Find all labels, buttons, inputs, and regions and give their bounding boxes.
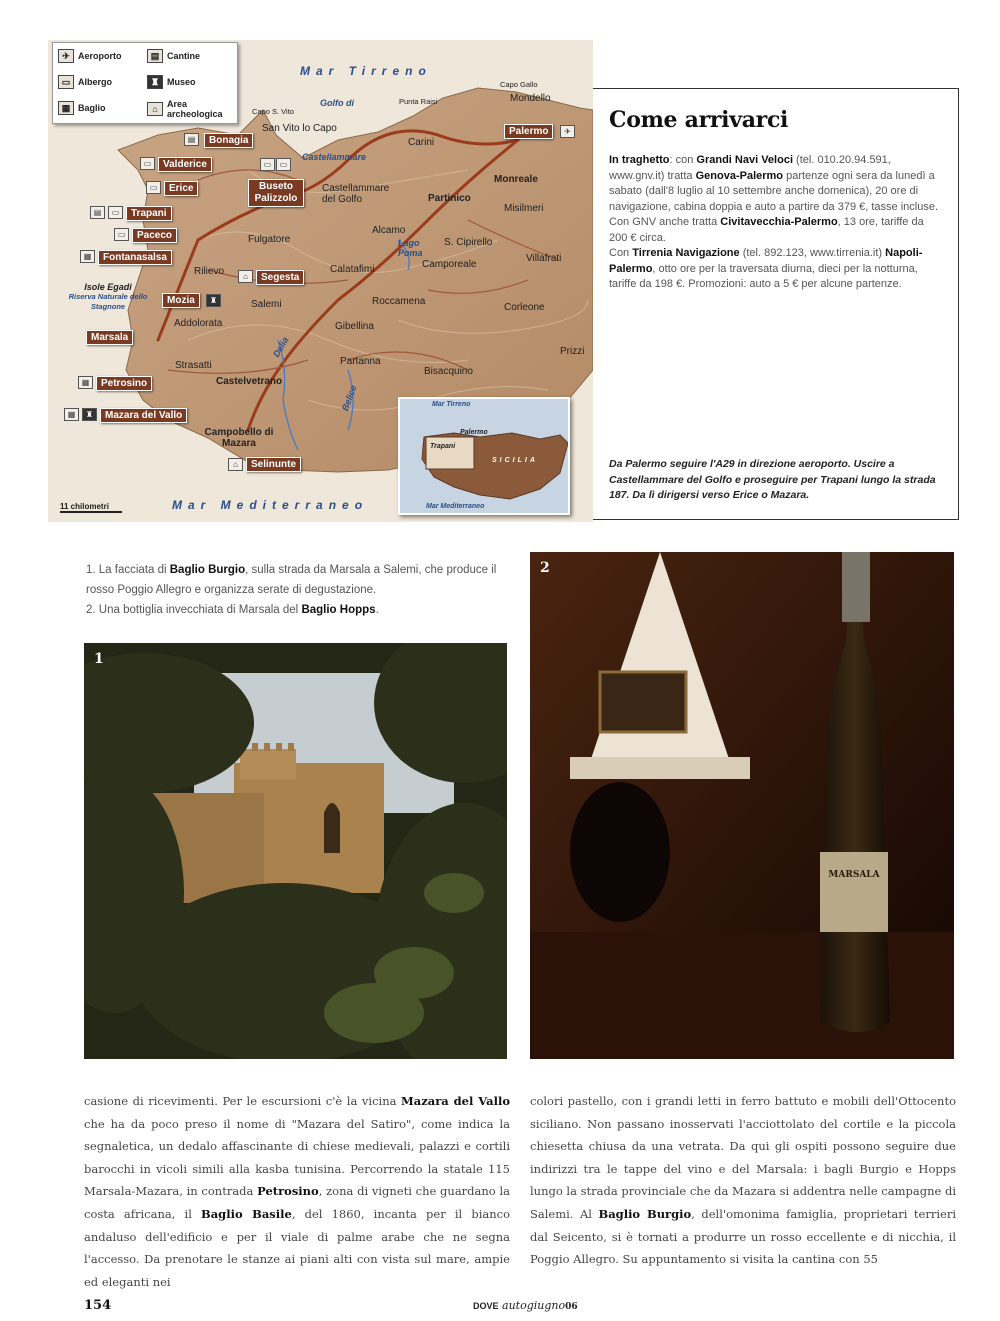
magazine-year: 06: [565, 1302, 578, 1312]
text-span: , zona di vigneti che guardano la costa africana, il: [84, 1184, 510, 1221]
inset-map-shape: [400, 399, 570, 515]
bed-icon: ▭: [146, 181, 161, 194]
legend-item-baglio: [58, 101, 106, 115]
text-span: Con: [609, 247, 633, 259]
body-bold-burgio: Baglio Burgio: [598, 1206, 692, 1221]
egadi-name: Isole Egadi: [84, 282, 132, 292]
legend-item-aeroporto: [58, 49, 122, 63]
text-span: , del 1860, incanta per il bianco andaluso dell'edificio e per il viale di palme arabe che ne segna l'accesso. Da prenotare le stanze ai piani alti con vista sul mare, ampie ed eleganti nei: [84, 1206, 511, 1289]
caption-bold: Baglio Hopps: [301, 604, 376, 616]
town-corleone: Corleone: [504, 302, 545, 313]
text-span: , dell'omonima famiglia, proprietari terrieri dal Seicento, si è tornati a produrre un rosso eccellente e di nicchia, il Poggio Allegro. Su appuntamento si visita la cantina con 55: [530, 1206, 957, 1267]
bed-icon: ▭: [140, 157, 155, 170]
baglio-icon: ▦: [58, 101, 74, 115]
text-span: 1. La facciata di: [86, 564, 170, 576]
town-monreale: Monreale: [494, 174, 538, 185]
map-tag-valderice: Valderice: [158, 157, 212, 172]
town-s-cipirello: S. Cipirello: [444, 237, 493, 248]
temple-icon: ⌂: [238, 270, 253, 283]
legend-label: Cantine: [167, 51, 201, 61]
town-capo-gallo: Capo Gallo: [500, 80, 538, 89]
body-column-right: [530, 1090, 956, 1271]
how-to-get-there-box: [593, 88, 959, 520]
town-camporeale: Camporeale: [422, 259, 477, 270]
museum-icon: ♜: [206, 294, 221, 307]
wine-icon: ▤: [90, 206, 105, 219]
town-bisacquino: Bisacquino: [424, 366, 473, 377]
town-alcamo: Alcamo: [372, 225, 406, 236]
inset-map: [398, 397, 570, 515]
driving-directions: Da Palermo seguire l'A29 in direzione aeroporto. Uscire a Castellammare del Golfo e proseguire per Trapani lungo la strada 187. Da lì dirigersi verso Erice o Mazara.: [609, 458, 936, 501]
ferry-lead: In traghetto: [609, 154, 670, 166]
plane-icon: ✈: [58, 49, 74, 63]
photo-baglio-burgio-image: [84, 643, 507, 1059]
town-villafrati: Villafrati: [526, 253, 562, 264]
page-number: 154: [84, 1298, 112, 1313]
gulf-label-golfo: Golfo di: [320, 98, 354, 108]
map-tag-palermo: Palermo: [504, 124, 553, 139]
text-span: (tel. 892.123, www.tirrenia.it): [739, 247, 886, 259]
legend-label: Museo: [167, 77, 196, 87]
inset-tirreno: Mar Tirreno: [432, 401, 471, 408]
info-title: Come arrivarci: [609, 107, 789, 133]
river-belice: Belice: [340, 383, 359, 413]
museum-icon: ♜: [147, 75, 163, 89]
map-tag-mazara: Mazara del Vallo: [100, 408, 187, 423]
tirrenia-paragraph: [609, 246, 938, 293]
text-span: .: [375, 604, 379, 616]
map-tag-buseto: Buseto Palizzolo: [248, 179, 304, 207]
inset-mediterraneo: Mar Mediterraneo: [426, 503, 485, 510]
lake-poma: Lago Poma: [398, 238, 423, 258]
gnv-name: Grandi Navi Veloci: [696, 154, 793, 166]
body-bold-mazara: Mazara del Vallo: [401, 1094, 510, 1108]
legend-label: Area archeologica: [167, 99, 223, 119]
bed-icon: ▭: [276, 158, 291, 171]
body-bold-basile: Baglio Basile: [201, 1206, 292, 1221]
caption-2: [86, 600, 506, 620]
town-campobello: Campobello di Mazara: [204, 427, 274, 449]
map-scale: 11 chilometri: [60, 502, 122, 513]
text-span: , otto ore per la traversata diurna, dieci per la notturna, tariffe da 198 €. Promozioni: auto a 5 € per alcune partenze.: [609, 262, 918, 290]
bed-icon: ▭: [114, 228, 129, 241]
inset-palermo: Palermo: [460, 429, 488, 436]
legend-item-museo: [147, 75, 196, 89]
text-span: 2. Una bottiglia invecchiata di Marsala del: [86, 604, 302, 616]
ferry-paragraph: [609, 153, 938, 246]
map-tag-trapani: Trapani: [126, 206, 172, 221]
town-addolorata: Addolorata: [174, 318, 223, 329]
caption-bold: Baglio Burgio: [169, 564, 246, 576]
town-punta-raisi: Punta Raisi: [399, 97, 438, 106]
photo-marsala-bottle: [530, 552, 954, 1059]
town-carini: Carini: [408, 137, 435, 148]
town-misilmeri: Misilmeri: [504, 203, 544, 214]
caption-1: [86, 560, 506, 600]
temple-icon: ⌂: [147, 102, 163, 116]
map-tag-fontanasalsa: Fontanasalsa: [98, 250, 172, 265]
museum-icon: ♜: [82, 408, 97, 421]
town-fulgatore: Fulgatore: [248, 234, 291, 245]
wine-icon: ▤: [147, 49, 163, 63]
sea-label-mediterraneo: Mar Mediterraneo: [172, 498, 369, 512]
egadi-sub: Riserva Naturale dello Stagnone: [68, 292, 148, 311]
text-span: partenze ogni sera da lunedì a sabato (dall'8 luglio al 10 settembre anche domenica), 20 ore di navigazione, cabina doppia e auto a partire da 379 €, tasse incluse. Con GNV anche tratta: [609, 169, 939, 228]
baglio-icon: ▦: [64, 408, 79, 421]
map-tag-mozia: Mozia: [162, 293, 200, 308]
map: [48, 40, 593, 522]
body-bold-petrosino: Petrosino: [257, 1184, 319, 1199]
route-genova-palermo: Genova-Palermo: [695, 169, 784, 182]
route-napoli-palermo: Napoli-Palermo: [609, 247, 923, 275]
town-castellammare-del-golfo: Castellammare del Golfo: [322, 183, 390, 205]
map-tag-erice: Erice: [164, 181, 198, 196]
map-tag-paceco: Paceco: [132, 228, 177, 243]
town-castelvetrano: Castelvetrano: [216, 376, 283, 387]
magazine-footer: [473, 1299, 578, 1312]
legend-item-albergo: [58, 75, 112, 89]
text-span: , 13 ore, tariffe da 200 € circa.: [609, 216, 924, 244]
town-capo-s-vito: Capo S. Vito: [252, 107, 294, 116]
plane-icon: ✈: [560, 125, 575, 138]
bottle-label: MARSALA: [828, 870, 880, 880]
photo-number-2: 2: [540, 560, 550, 576]
route-civitavecchia-palermo: Civitavecchia-Palermo: [720, 216, 838, 228]
town-san-vito: San Vito lo Capo: [262, 123, 337, 134]
town-salemi: Salemi: [251, 299, 282, 310]
inset-trapani: Trapani: [430, 443, 456, 450]
text-span: casione di ricevimenti. Per le escursioni c'è la vicina: [84, 1094, 402, 1108]
map-tag-marsala: Marsala: [86, 330, 133, 345]
baglio-icon: ▦: [78, 376, 93, 389]
river-delia: Delia: [271, 335, 291, 359]
text-span: colori pastello, con i grandi letti in ferro battuto e mobili dell'Ottocento siciliano. Non passano inosservati l'acciottolato del cortile e la piccola chiesetta chiusa da una vetrata. Da qui gli ospiti possono seguire due indirizzi tra le tappe del vino e del Marsala: i bagli Burgio e Hopps lungo la strada provinciale che da Mazara si addentra nelle campagne di Salemi. Al: [530, 1094, 956, 1221]
magazine-issue: autogiugno: [498, 1299, 566, 1312]
town-partanna: Partanna: [340, 356, 381, 367]
town-prizzi: Prizzi: [560, 346, 585, 357]
photo-marsala-bottle-image: [530, 552, 954, 1059]
photo-baglio-burgio: [84, 643, 507, 1059]
bed-icon: ▭: [108, 206, 123, 219]
bed-icon: ▭: [260, 158, 275, 171]
legend-label: Baglio: [78, 103, 106, 113]
temple-icon: ⌂: [228, 458, 243, 471]
map-tag-segesta: Segesta: [256, 270, 304, 285]
magazine-brand: DOVE: [473, 1301, 499, 1311]
egadi-label: [62, 282, 154, 312]
text-span: che ha da poco preso il nome di "Mazara del Satiro", come indica la segnaletica, un dedalo affascinante di chiese medievali, palazzi e cortili barocchi in vicoli simili alla kasba tunisina. Percorrendo la statale 115 Marsala-Mazara, in contrada: [84, 1116, 510, 1199]
photo-number-1: 1: [94, 651, 104, 667]
map-legend: [52, 42, 238, 124]
map-tag-petrosino: Petrosino: [96, 376, 152, 391]
body-column-left: [84, 1090, 510, 1293]
town-mondello: Mondello: [510, 93, 551, 104]
gulf-label-castellammare: Castellammare: [302, 152, 367, 162]
sea-label-tirreno: Mar Tirreno: [300, 64, 432, 78]
legend-item-area-archeologica: [147, 99, 237, 119]
tirrenia-name: Tirrenia Navigazione: [632, 247, 740, 259]
legend-item-cantine: [147, 49, 200, 63]
town-calatafimi: Calatafimi: [330, 264, 375, 275]
legend-label: Aeroporto: [78, 51, 122, 61]
text-span: , sulla strada da Marsala a Salemi, che produce il rosso Poggio Allegro e organizza serate di degustazione.: [86, 564, 497, 596]
inset-sicilia: SICILIA: [492, 457, 538, 464]
bed-icon: ▭: [58, 75, 74, 89]
town-rilievo: Rilievo: [194, 266, 225, 277]
photo-captions: [86, 560, 506, 620]
town-gibellina: Gibellina: [335, 321, 374, 332]
legend-label: Albergo: [78, 77, 113, 87]
text-span: : con: [669, 154, 697, 166]
map-tag-bonagia: Bonagia: [204, 133, 253, 148]
wine-icon: ▤: [184, 133, 199, 146]
town-roccamena: Roccamena: [372, 296, 426, 307]
map-tag-selinunte: Selinunte: [246, 457, 301, 472]
text-span: (tel. 010.20.94.591, www.gnv.it) tratta: [609, 154, 891, 182]
baglio-icon: ▦: [80, 250, 95, 263]
town-strasatti: Strasatti: [175, 360, 212, 371]
town-partinico: Partinico: [428, 193, 471, 204]
